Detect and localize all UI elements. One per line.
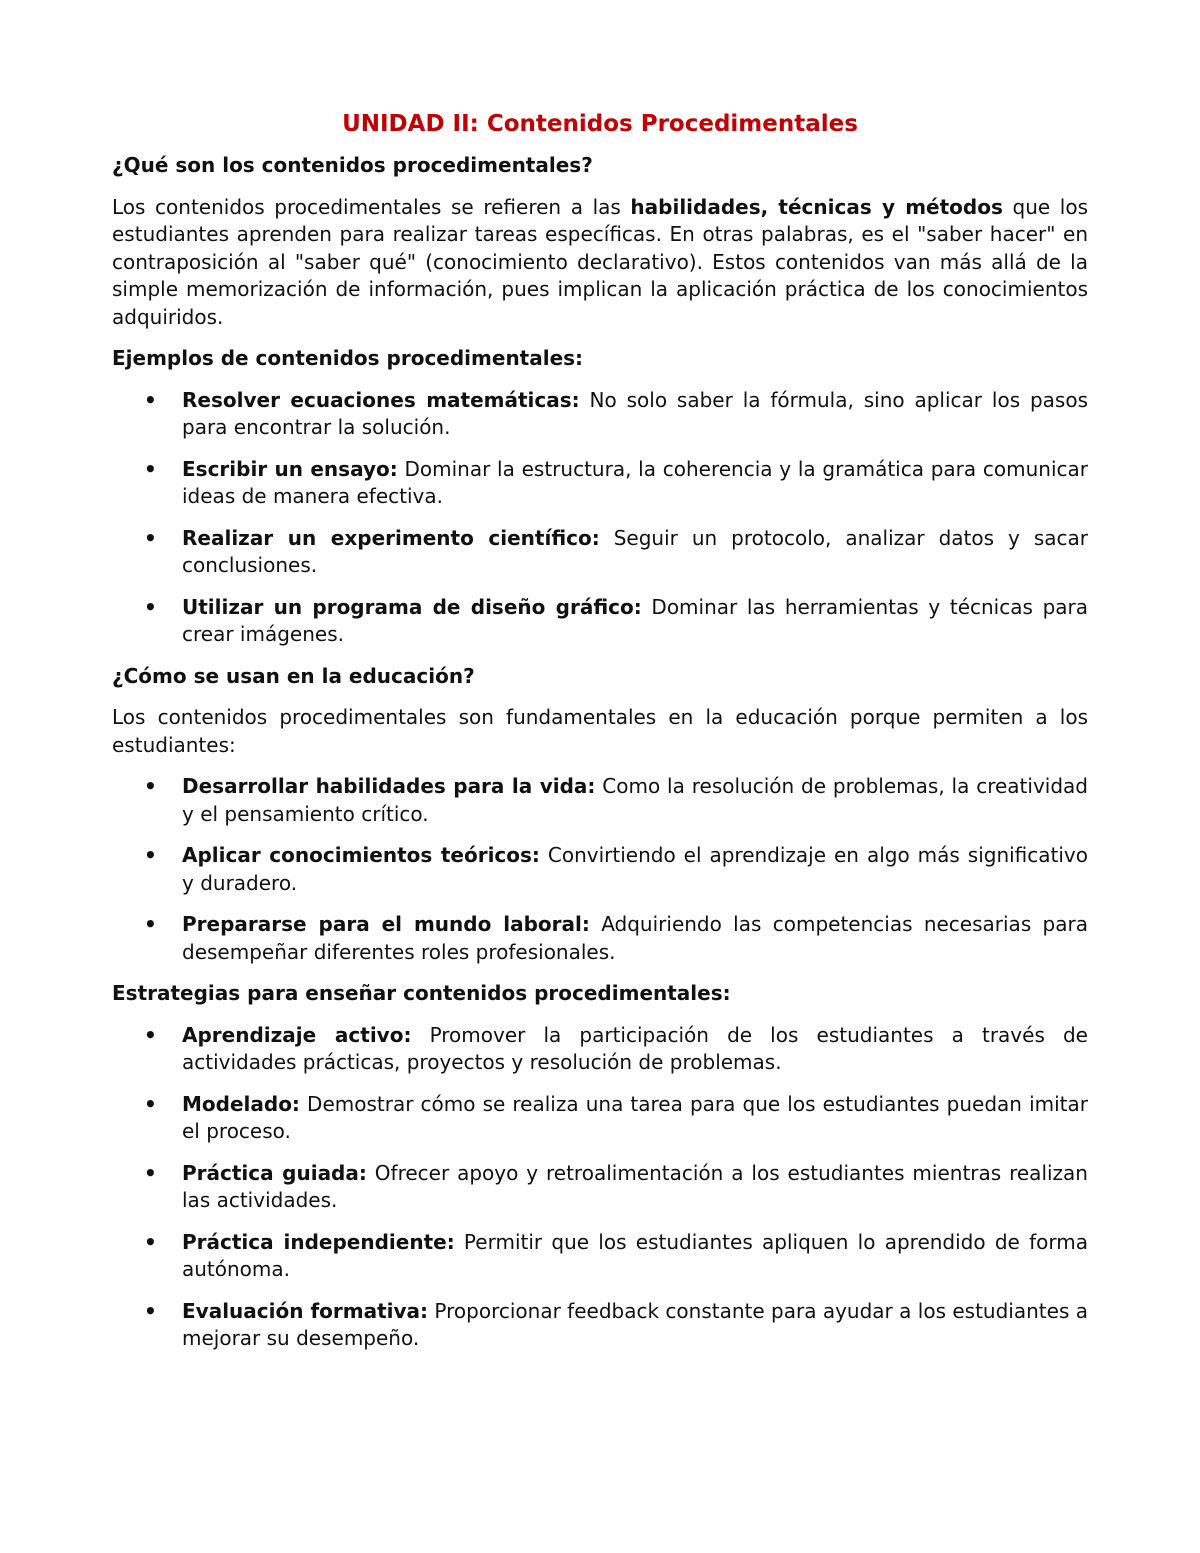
section-heading-como-se-usan: ¿Cómo se usan en la educación? (112, 663, 475, 688)
list-item-text: Seguir un protocolo, analizar datos y sacar conclusiones. (182, 525, 1088, 577)
list-item-text: Ofrecer apoyo y retroalimentación a los estudiantes mientras realizan las actividades. (182, 1160, 1088, 1212)
list-item-term: Aprendizaje activo: (182, 1022, 412, 1047)
bullet-icon: • (144, 1091, 157, 1116)
list-item-term: Utilizar un programa de diseño gráfico: (182, 594, 642, 619)
list-item-term: Modelado: (182, 1091, 300, 1116)
section-paragraph-como-se-usan: Los contenidos procedimentales son fundamentales en la educación porque permiten a los estudiantes: (112, 705, 1088, 757)
paragraph-bold-text: habilidades, técnicas y métodos (630, 194, 1003, 219)
list-item (112, 1298, 1088, 1353)
list-item-text: Demostrar cómo se realiza una tarea para que los estudiantes puedan imitar el proceso. (182, 1091, 1088, 1143)
bullet-icon: • (144, 912, 157, 936)
section-heading-estrategias: Estrategias para enseñar contenidos procedimentales: (112, 981, 731, 1005)
list-item (112, 1160, 1088, 1215)
document-title: UNIDAD II: Contenidos Procedimentales (342, 111, 858, 137)
list-item-text: Permitir que los estudiantes apliquen lo aprendido de forma autónoma. (182, 1229, 1088, 1281)
bullet-icon: • (144, 774, 157, 798)
list-item (112, 911, 1088, 966)
list-item-text: Como la resolución de problemas, la creatividad y el pensamiento crítico. (182, 774, 1088, 826)
bullet-icon: • (144, 1229, 157, 1254)
bullet-icon: • (144, 387, 157, 412)
bullet-icon: • (144, 525, 157, 550)
list-ejemplos (112, 387, 1088, 649)
list-item-text: Adquiriendo las competencias necesarias para desempeñar diferentes roles profesionales. (182, 912, 1088, 964)
bullet-icon: • (144, 1022, 157, 1047)
list-item (112, 842, 1088, 897)
list-item (112, 773, 1088, 828)
bullet-icon: • (144, 1160, 157, 1185)
list-item-term: Práctica guiada: (182, 1160, 367, 1185)
list-item (112, 1229, 1088, 1284)
list-item (112, 387, 1088, 442)
document-page (112, 108, 1088, 1367)
list-item-text: Proporcionar feedback constante para ayudar a los estudiantes a mejorar su desempeño. (182, 1298, 1088, 1350)
list-item-term: Escribir un ensayo: (182, 456, 398, 481)
bullet-icon: • (144, 843, 157, 867)
section-heading-ejemplos: Ejemplos de contenidos procedimentales: (112, 346, 584, 370)
list-item-term: Prepararse para el mundo laboral: (182, 912, 590, 936)
list-item-text: Dominar las herramientas y técnicas para crear imágenes. (182, 594, 1089, 646)
list-item-term: Aplicar conocimientos teóricos: (182, 843, 540, 867)
section-heading-que-son: ¿Qué son los contenidos procedimentales? (112, 153, 593, 177)
bullet-icon: • (144, 456, 157, 481)
bullet-icon: • (144, 594, 157, 619)
list-item-text: Promover la participación de los estudiantes a través de actividades prácticas, proyectos y resolución de problemas. (182, 1022, 1088, 1074)
list-item (112, 456, 1088, 511)
bullet-icon: • (144, 1298, 157, 1323)
paragraph-text: que los estudiantes aprenden para realizar tareas específicas. En otras palabras, es el "saber hacer" en contraposición al "saber qué" (conocimiento declarativo). Estos contenidos van más allá de la simple memorización de información, pues implican la aplicación práctica de los conocimientos adquiridos. (112, 194, 1088, 329)
list-usos (112, 773, 1088, 966)
list-item-text: No solo saber la fórmula, sino aplicar los pasos para encontrar la solución. (182, 387, 1089, 439)
list-item (112, 1091, 1088, 1146)
list-item-text: Convirtiendo el aprendizaje en algo más significativo y duradero. (182, 843, 1088, 895)
list-item (112, 594, 1088, 649)
list-item-term: Desarrollar habilidades para la vida: (182, 774, 596, 798)
list-item-term: Práctica independiente: (182, 1229, 455, 1254)
list-item-term: Evaluación formativa: (182, 1298, 429, 1323)
list-item-text: Dominar la estructura, la coherencia y la gramática para comunicar ideas de manera efectiva. (182, 456, 1088, 508)
paragraph-text: Los contenidos procedimentales se refieren a las (112, 194, 631, 219)
list-item-term: Resolver ecuaciones matemáticas: (182, 387, 580, 412)
section-paragraph-que-son (112, 194, 1088, 332)
list-item (112, 525, 1088, 580)
list-item-term: Realizar un experimento científico: (182, 525, 600, 550)
list-item (112, 1022, 1088, 1077)
list-estrategias (112, 1022, 1088, 1353)
